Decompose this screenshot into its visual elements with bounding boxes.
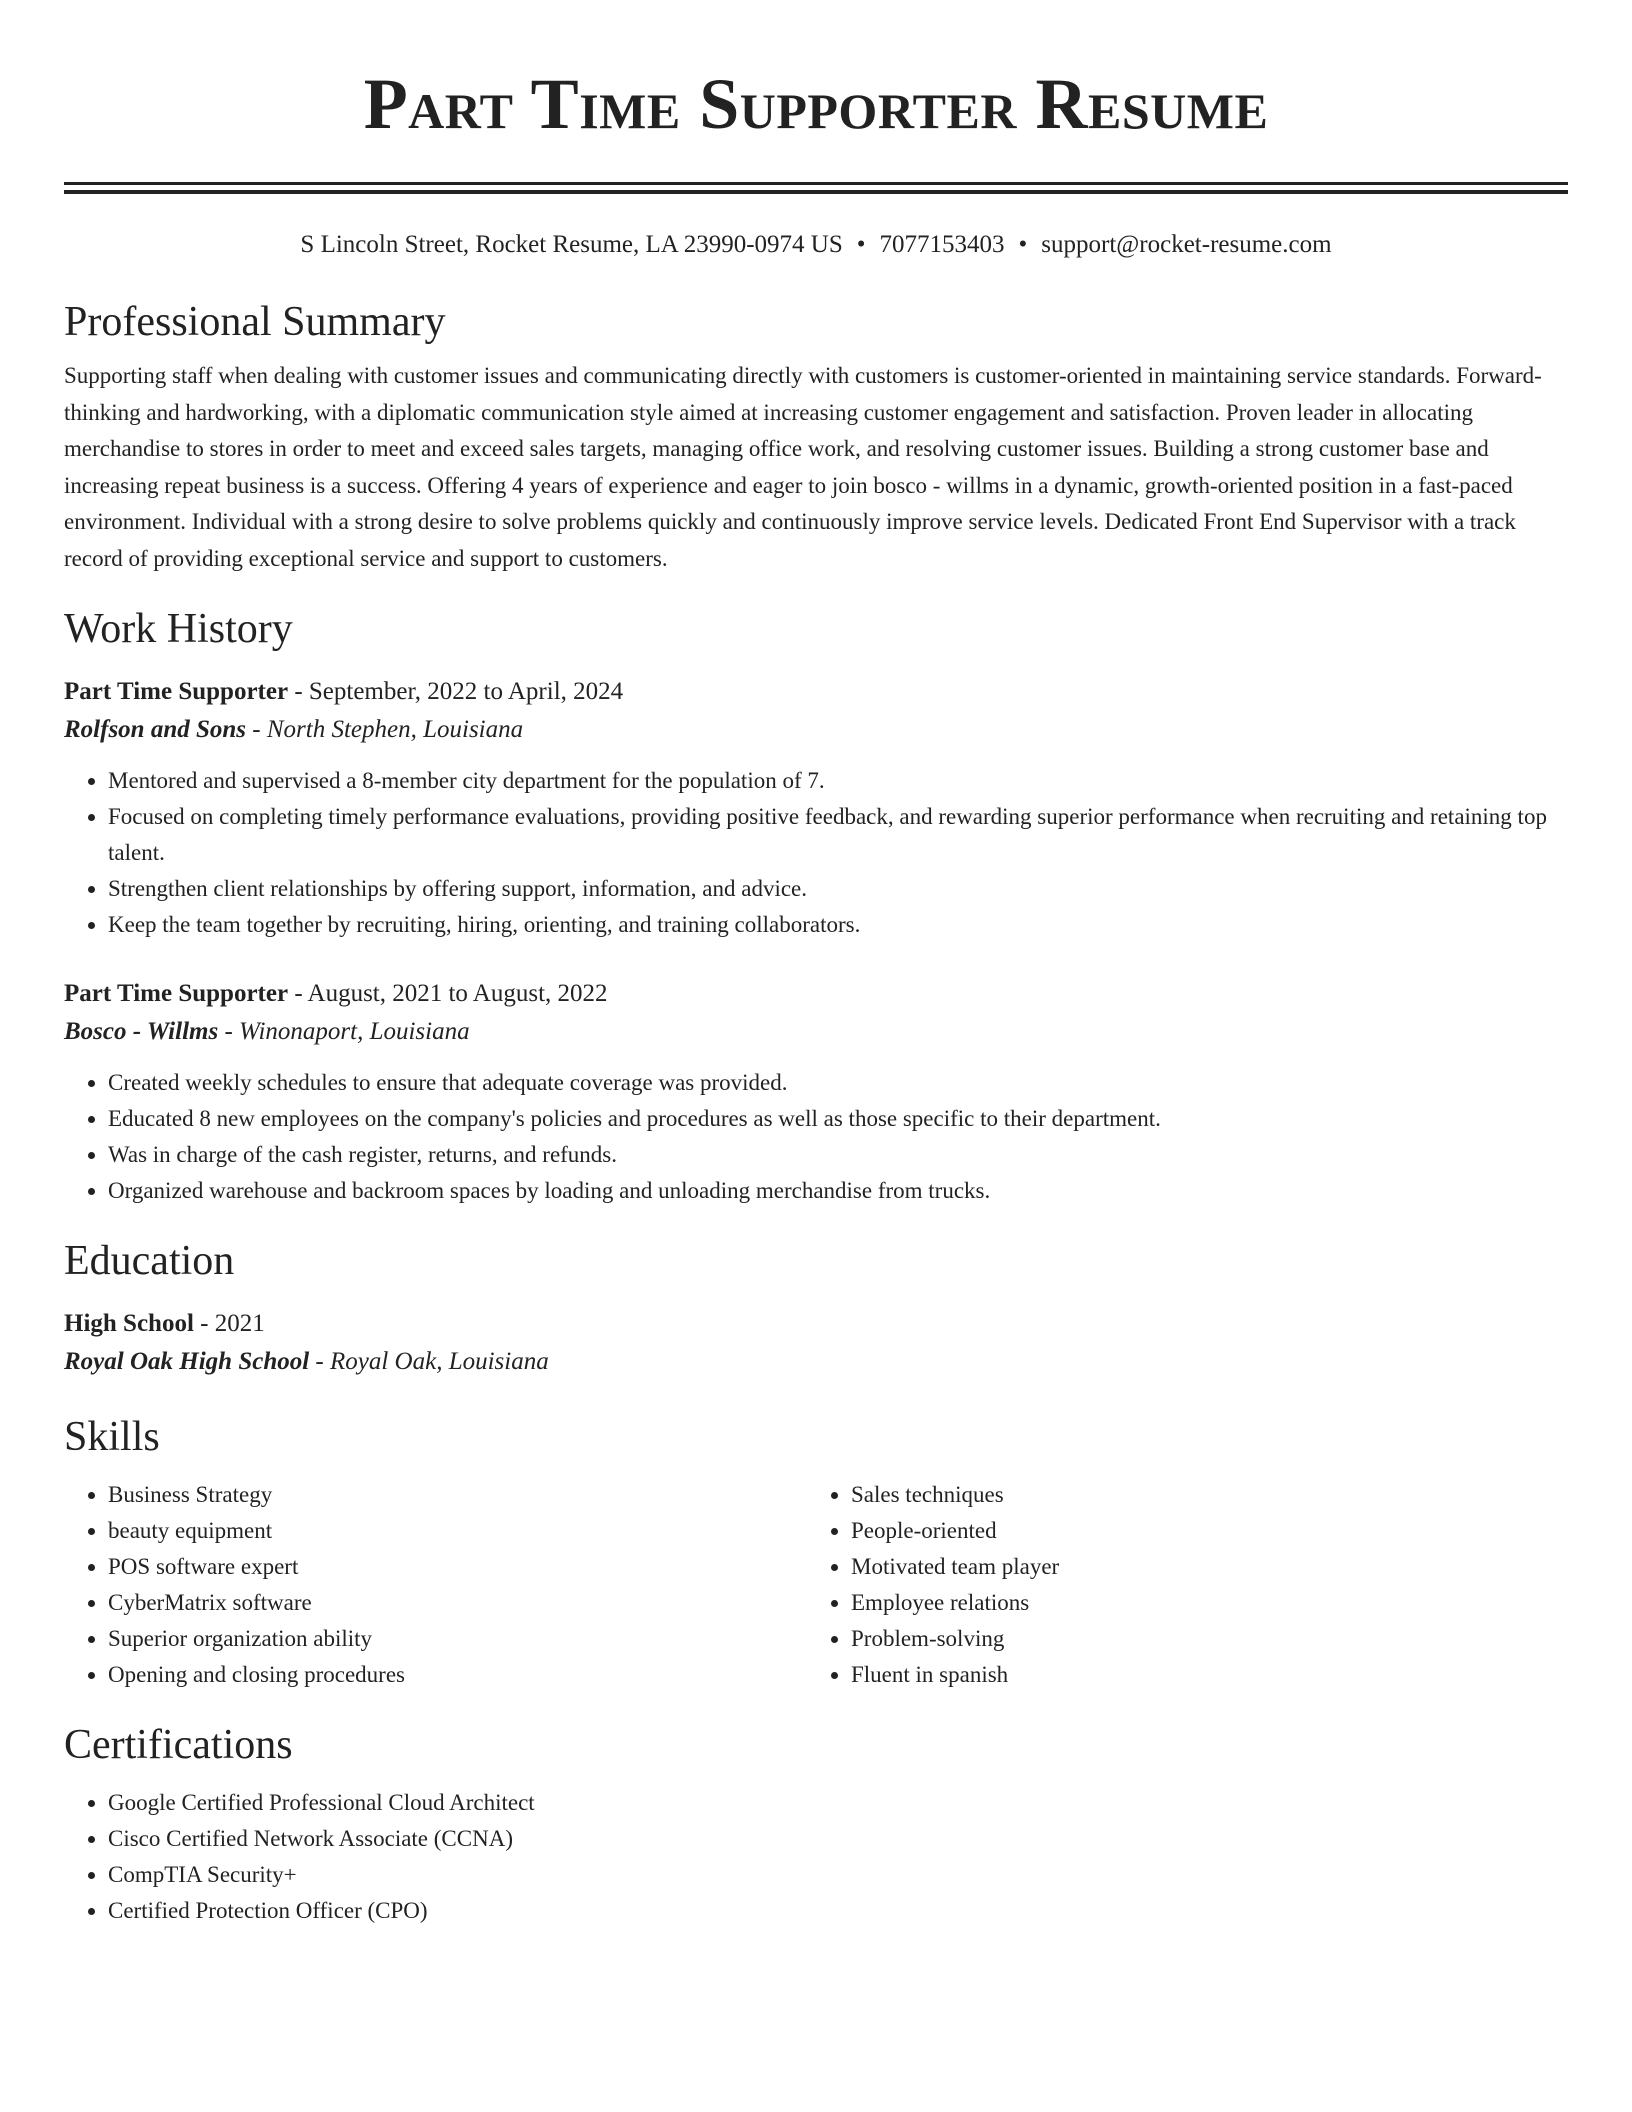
list-item: • Strengthen client relationships by offering support, information, and advice. [108,871,1568,907]
job-entry [64,975,1568,1209]
list-item: • POS software expert [108,1549,807,1585]
list-item: • Motivated team player [851,1549,1568,1585]
job-title: Part Time Supporter [64,678,289,705]
list-item: • Superior organization ability [108,1621,807,1657]
job-company-line [64,1013,1568,1051]
education-heading: Education [64,1238,235,1284]
contact-separator: • [1018,231,1028,258]
list-item: • Keep the team together by recruiting, hiring, orienting, and training collaborators. [108,907,1568,943]
skills-column-right [807,1477,1568,1693]
job-duties-list [64,763,1568,943]
contact-email: support@rocket-resume.com [1041,231,1332,258]
list-item: • Google Certified Professional Cloud Architect [108,1785,1568,1821]
list-item: • People-oriented [851,1513,1568,1549]
list-item: • Organized warehouse and backroom spaces by loading and unloading merchandise from trucks. [108,1173,1568,1209]
list-item: • Was in charge of the cash register, returns, and refunds. [108,1137,1568,1173]
education-school: Royal Oak High School [64,1348,310,1375]
skills-heading: Skills [64,1414,160,1460]
education-degree-line [64,1305,1568,1343]
list-item: • Fluent in spanish [851,1657,1568,1693]
contact-address: S Lincoln Street, Rocket Resume, LA 23990-0974 US [300,231,843,258]
list-item: • Created weekly schedules to ensure that adequate coverage was provided. [108,1065,1568,1101]
job-title-line [64,673,1568,711]
job-company: Rolfson and Sons [64,716,247,743]
contact-line [64,228,1568,262]
list-item: • Business Strategy [108,1477,807,1513]
list-item: • Sales techniques [851,1477,1568,1513]
list-item: • CyberMatrix software [108,1585,807,1621]
skills-columns [64,1477,1568,1693]
summary-text: Supporting staff when dealing with customer issues and communicating directly with customers is customer-oriented in maintaining service standards. Forward-thinking and hardworking, with a diplomatic communication style aimed at increasing customer engagement and satisfaction. Proven leader in allocating merchandise to stores in order to meet and exceed sales targets, managing office work, and resolving customer issues. Building a strong customer base and increasing repeat business is a success. Offering 4 years of experience and eager to join bosco - willms in a dynamic, growth-oriented position in a fast-paced environment. Individual with a strong desire to solve problems quickly and continuously improve service levels. Dedicated Front End Supervisor with a track record of providing exceptional service and support to customers. [64,363,1542,571]
work-history-heading: Work History [64,606,293,652]
title-divider [64,182,1568,194]
certifications-heading: Certifications [64,1722,293,1768]
list-item: • CompTIA Security+ [108,1857,1568,1893]
job-dates: - August, 2021 to August, 2022 [288,980,608,1007]
job-location: - Winonaport, Louisiana [218,1018,470,1045]
education-location: - Royal Oak, Louisiana [309,1348,549,1375]
job-dates: - September, 2022 to April, 2024 [288,678,624,705]
job-company: Bosco - Willms [64,1018,219,1045]
list-item: • Employee relations [851,1585,1568,1621]
skills-list [807,1477,1568,1693]
education-year: - 2021 [193,1310,265,1337]
resume-title: Part Time Supporter Resume [363,64,1269,144]
summary-heading: Professional Summary [64,299,446,345]
job-duties-list [64,1065,1568,1209]
certifications-list [64,1785,1568,1929]
skills-column-left [64,1477,807,1693]
list-item: • Focused on completing timely performance evaluations, providing positive feedback, and rewarding superior performance when recruiting and retaining top talent. [108,799,1568,871]
education-school-line [64,1343,1568,1381]
job-location: - North Stephen, Louisiana [246,716,524,743]
job-company-line [64,711,1568,749]
education-degree: High School [64,1310,194,1337]
list-item: • beauty equipment [108,1513,807,1549]
list-item: • Mentored and supervised a 8-member city department for the population of 7. [108,763,1568,799]
list-item: • Educated 8 new employees on the company's policies and procedures as well as those specific to their department. [108,1101,1568,1137]
job-title: Part Time Supporter [64,980,289,1007]
job-title-line [64,975,1568,1013]
education-entry [64,1305,1568,1381]
list-item: • Problem-solving [851,1621,1568,1657]
job-entry [64,673,1568,943]
contact-phone: 7077153403 [879,231,1005,258]
list-item: • Certified Protection Officer (CPO) [108,1893,1568,1929]
contact-separator: • [856,231,866,258]
list-item: • Opening and closing procedures [108,1657,807,1693]
skills-list [64,1477,807,1693]
list-item: • Cisco Certified Network Associate (CCNA) [108,1821,1568,1857]
